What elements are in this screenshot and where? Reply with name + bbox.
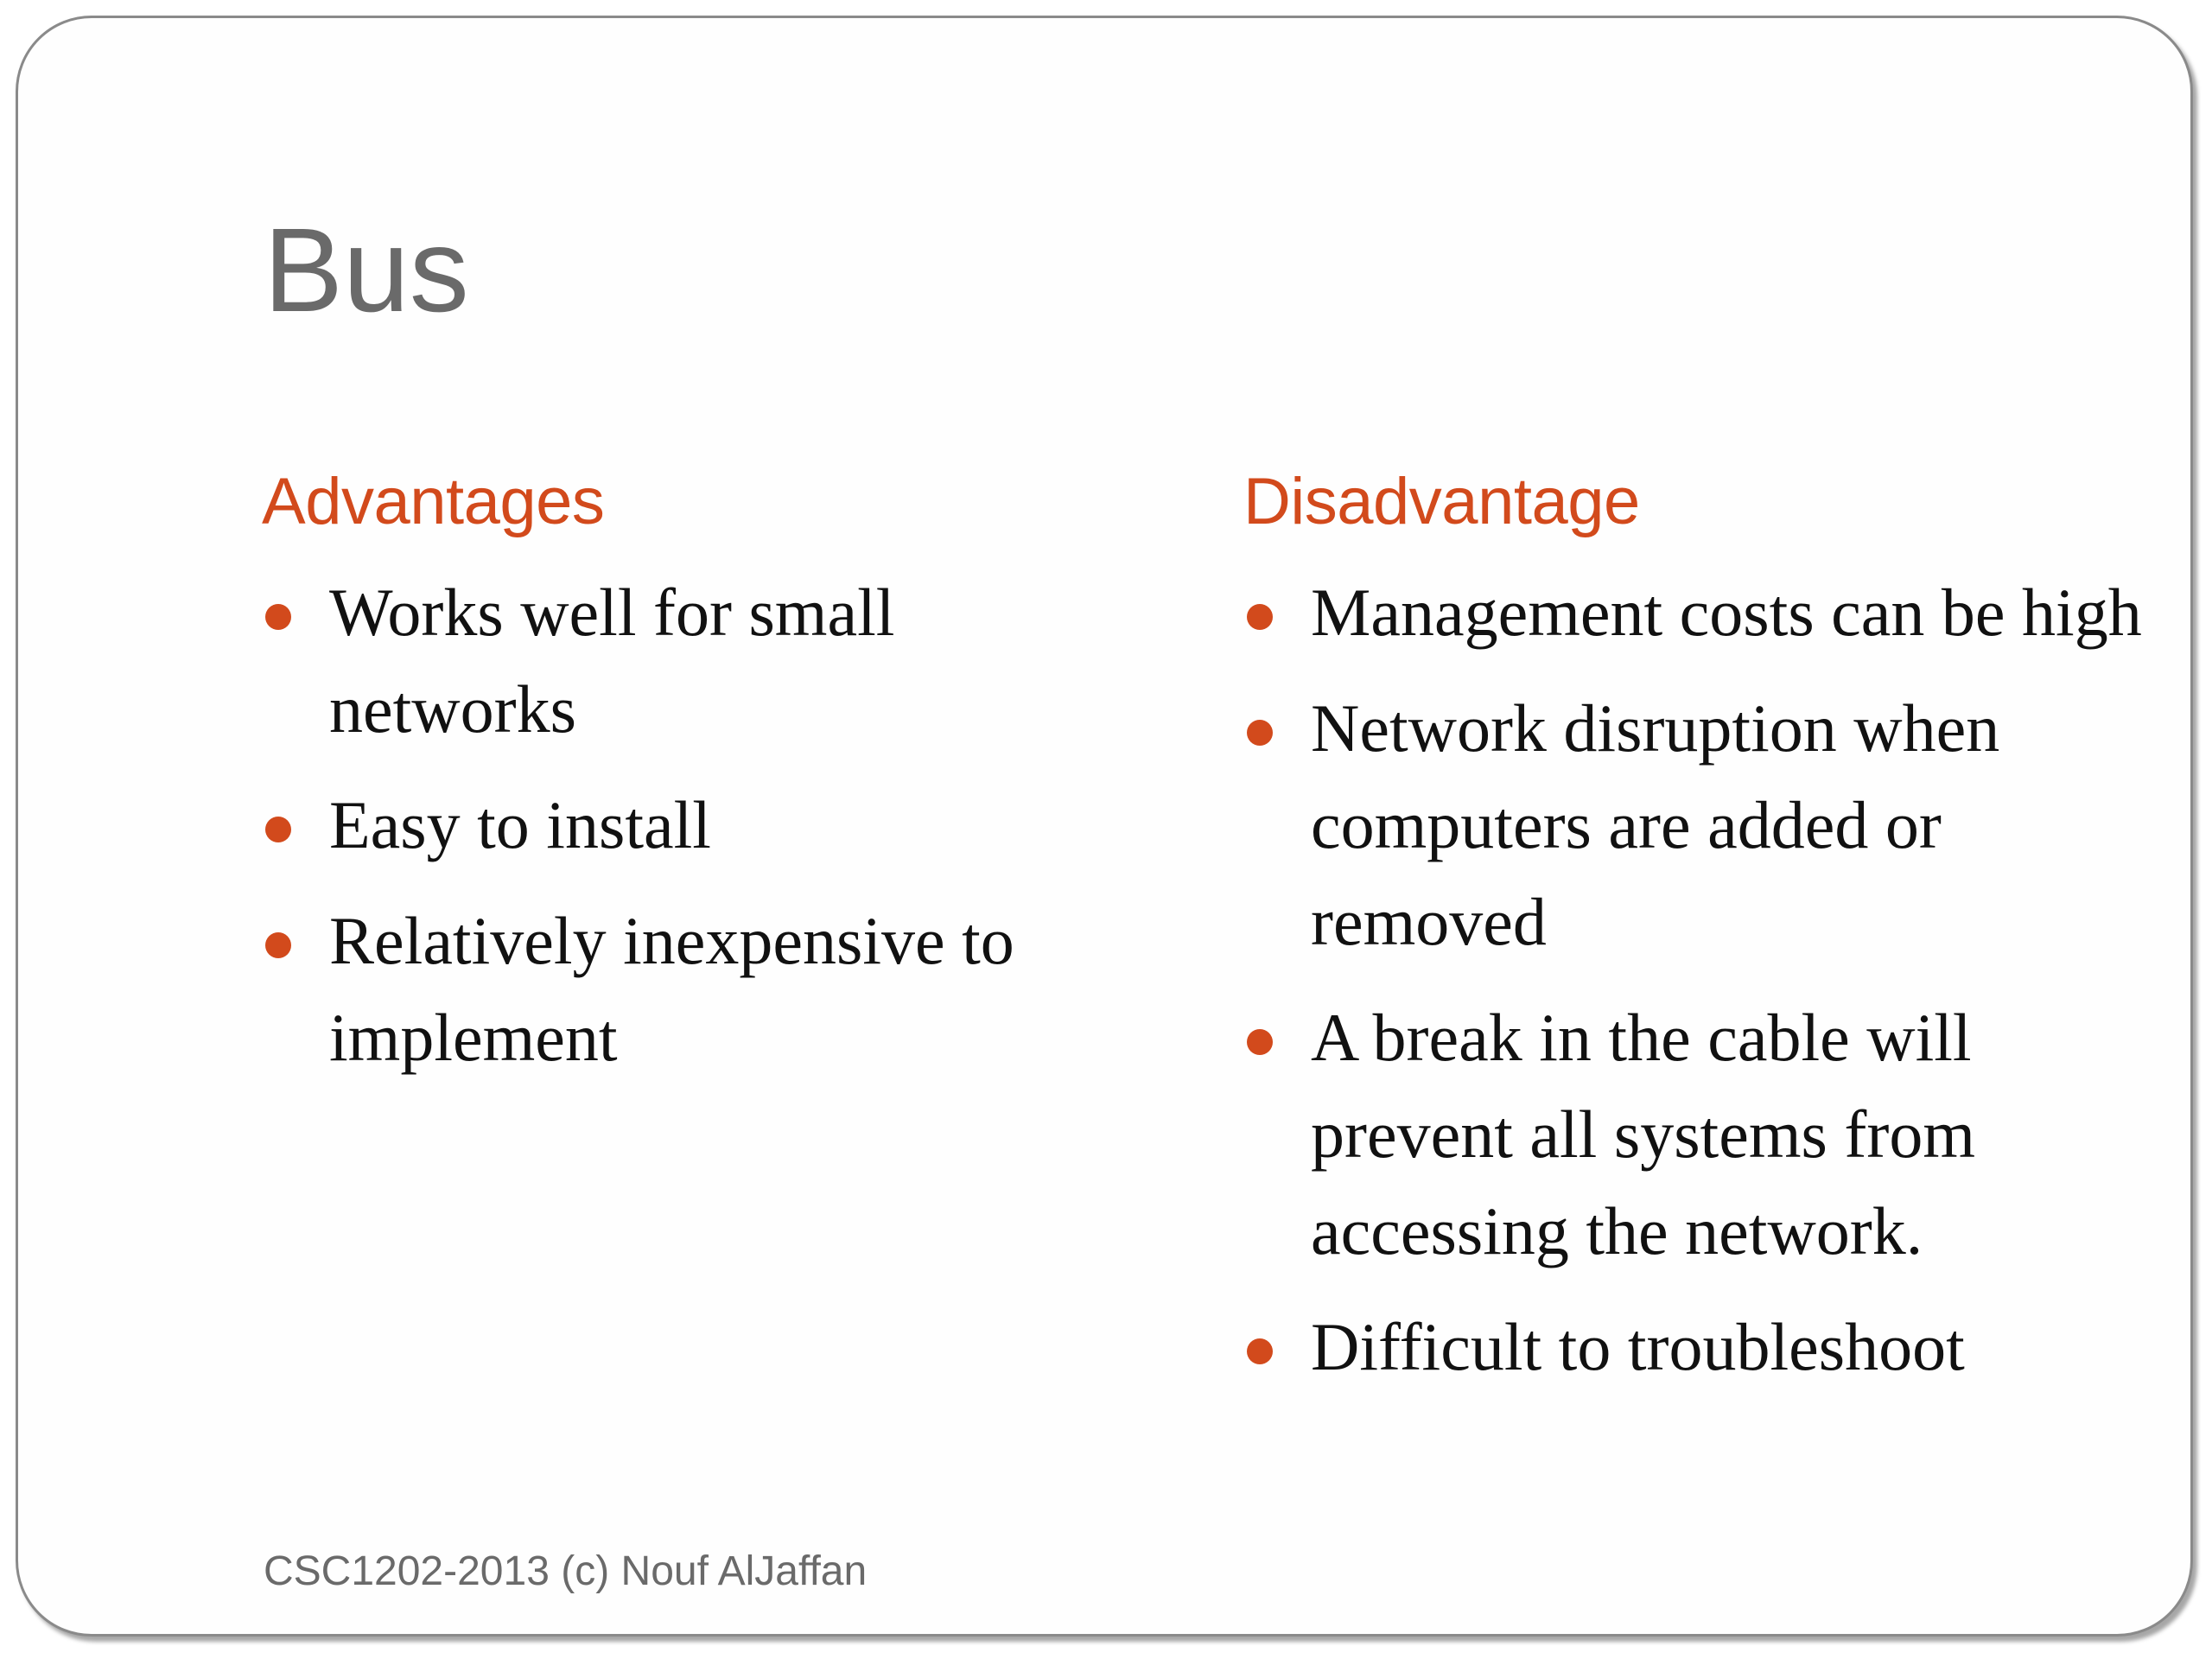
bullet-icon [1247, 720, 1273, 746]
bullet-icon [1247, 604, 1273, 630]
slide-title: Bus [264, 204, 469, 337]
disadvantages-heading: Disadvantage [1243, 465, 1640, 538]
bullet-icon [265, 817, 291, 842]
list-item [262, 893, 1126, 1086]
bullet-icon [1247, 1338, 1273, 1364]
list-item [1243, 989, 2159, 1280]
advantages-column [262, 459, 1126, 1105]
list-item [1243, 680, 2159, 970]
disadvantages-column [1243, 459, 2159, 1414]
list-item [262, 777, 1126, 874]
bullet-icon [265, 932, 291, 958]
disadvantages-list [1243, 564, 2159, 1395]
bullet-icon [1247, 1029, 1273, 1055]
slide-footer: CSC1202-2013 (c) Nouf AlJaffan [264, 1548, 868, 1594]
advantages-heading: Advantages [262, 465, 605, 538]
advantage-text: Relatively inexpensive to implement [329, 903, 1014, 1075]
disadvantage-text: Network disruption when computers are added or removed [1311, 690, 2000, 959]
disadvantage-text: Management costs can be high [1311, 575, 2142, 650]
advantage-text: Works well for small networks [329, 575, 895, 747]
list-item [1243, 564, 2159, 661]
list-item [262, 564, 1126, 758]
disadvantage-text: A break in the cable will prevent all systems from accessing the network. [1311, 1000, 1975, 1268]
list-item [1243, 1299, 2159, 1395]
slide [16, 16, 2193, 1637]
disadvantage-text: Difficult to troubleshoot [1311, 1309, 1965, 1384]
advantages-list [262, 564, 1126, 1086]
advantage-text: Easy to install [329, 787, 711, 862]
bullet-icon [265, 604, 291, 630]
